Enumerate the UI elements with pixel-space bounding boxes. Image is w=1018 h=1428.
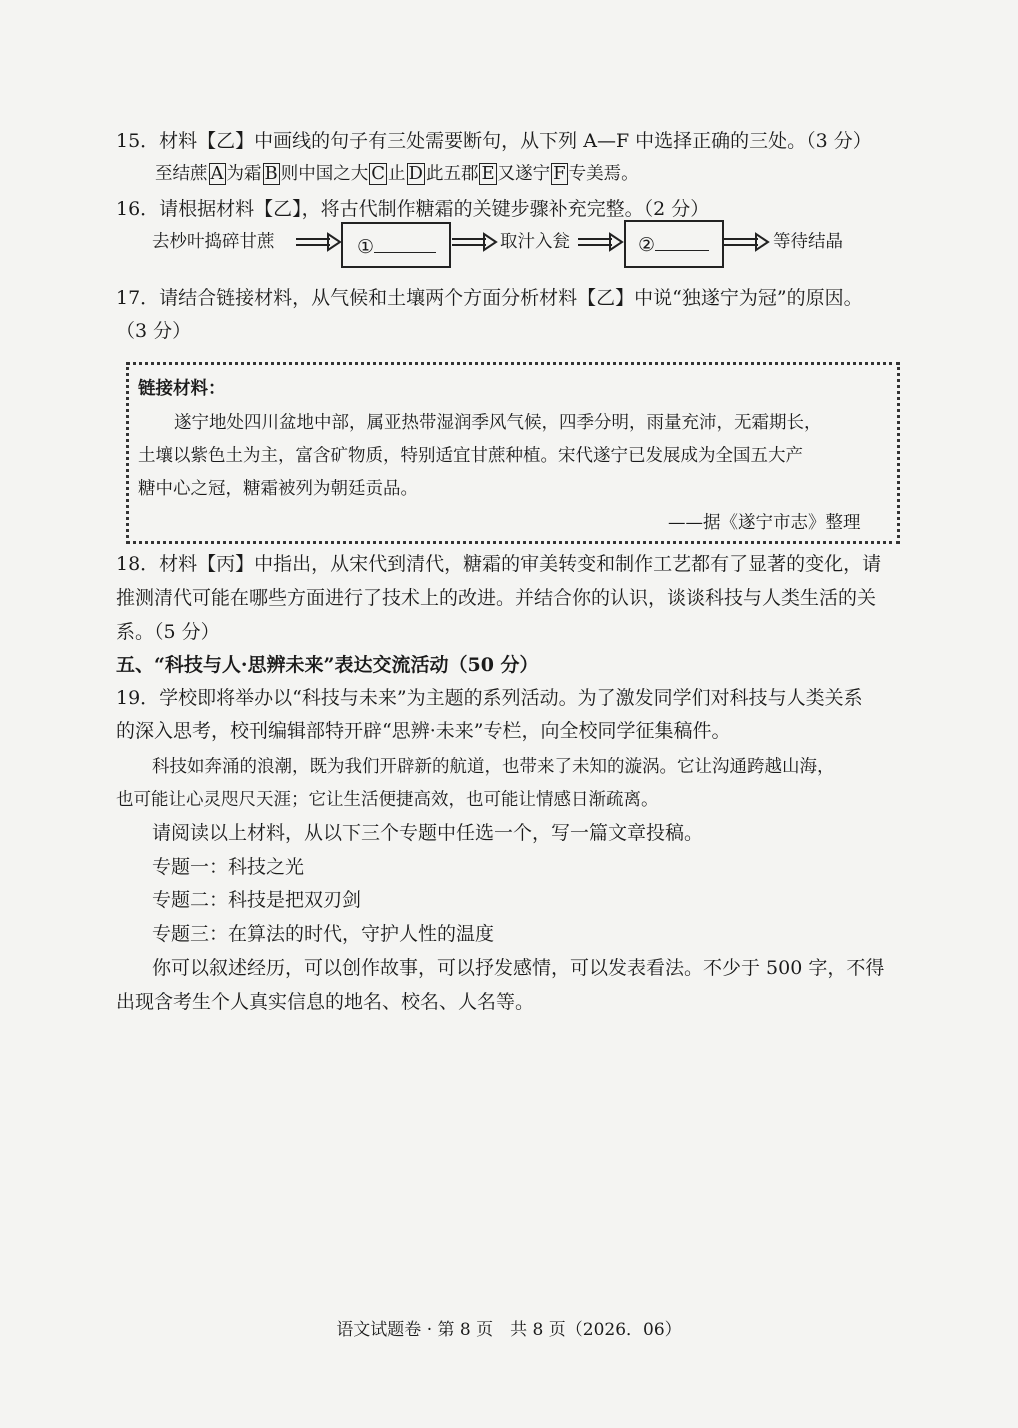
blank-2-underline <box>655 232 709 251</box>
link-material-p1: 遂宁地处四川盆地中部，属亚热带湿润季风气候，四季分明，雨量充沛，无霜期长， <box>174 413 822 433</box>
link-material-title: 链接材料： <box>138 379 226 399</box>
link-material-source: ——据《遂宁市志》整理 <box>668 513 861 533</box>
arrow-right-icon <box>578 232 624 252</box>
q19-line1: 19．学校即将举办以“科技与未来”为主题的系列活动。为了激发同学们对科技与人类关系 <box>116 687 863 709</box>
q15-label-a: A <box>210 163 224 184</box>
q17-line1: 17．请结合链接材料，从气候和土壤两个方面分析材料【乙】中说“独遂宁为冠”的原因。 <box>116 287 863 309</box>
flow-blank-2 <box>638 232 709 258</box>
q15-part: 止 <box>388 164 406 184</box>
q15-label-f: F <box>553 163 566 184</box>
flow-blank-box-2[interactable] <box>624 220 724 268</box>
q19-topic-1: 专题一：科技之光 <box>152 856 305 878</box>
q15-part: 此五郡 <box>425 164 479 184</box>
q19-quote1: 科技如奔涌的浪潮，既为我们开辟新的航道，也带来了未知的漩涡。它让沟通跨越山海， <box>152 757 835 777</box>
q18-line3: 系。（5 分） <box>116 621 220 643</box>
arrow-right-icon <box>296 232 342 252</box>
q17-line2: （3 分） <box>116 320 192 342</box>
q19-requirement-1: 你可以叙述经历，可以创作故事，可以抒发感情，可以发表看法。不少于 500 字，不得 <box>152 957 885 979</box>
arrow-right-icon <box>452 232 498 252</box>
q15-label-d: D <box>408 163 423 184</box>
link-material-p2: 土壤以紫色土为主，富含矿物质，特别适宜甘蔗种植。宋代遂宁已发展成为全国五大产 <box>138 446 803 466</box>
q15-part: 至结蔗 <box>155 164 208 184</box>
q15-part: 又遂宁 <box>497 164 551 184</box>
q15-label-c: C <box>371 163 386 184</box>
q16-step5: 等待结晶 <box>773 232 843 252</box>
q16-step3: 取汁入瓮 <box>500 232 570 252</box>
arrow-right-icon <box>724 232 770 252</box>
blank-1-label: ① <box>357 236 375 258</box>
q15-label-b: B <box>264 163 278 184</box>
blank-2-label: ② <box>638 234 656 256</box>
q15-sentence <box>155 161 639 187</box>
q15-part: 为霜 <box>226 164 262 184</box>
q19-quote2: 也可能让心灵咫尺天涯；它让生活便捷高效，也可能让情感日渐疏离。 <box>116 790 659 810</box>
q15-label-e: E <box>481 163 495 184</box>
q15-part: 专美焉。 <box>568 164 639 184</box>
flow-blank-1 <box>357 234 436 260</box>
flow-blank-box-1[interactable] <box>341 222 451 268</box>
q19-topic-2: 专题二：科技是把双刃剑 <box>152 889 362 911</box>
q18-line1: 18．材料【丙】中指出，从宋代到清代，糖霜的审美转变和制作工艺都有了显著的变化，请 <box>116 553 882 575</box>
q19-topic-3: 专题三：在算法的时代，守护人性的温度 <box>152 923 495 945</box>
q18-line2: 推测清代可能在哪些方面进行了技术上的改进。并结合你的认识，谈谈科技与人类生活的关 <box>116 587 877 609</box>
blank-1-underline <box>374 234 436 253</box>
q19-line2: 的深入思考，校刊编辑部特开辟“思辨·未来”专栏，向全校同学征集稿件。 <box>116 720 731 742</box>
q15-stem: 15．材料【乙】中画线的句子有三处需要断句，从下列 A—F 中选择正确的三处。（3 分） <box>116 130 872 152</box>
q19-requirement-2: 出现含考生个人真实信息的地名、校名、人名等。 <box>116 991 535 1013</box>
q16-step1: 去杪叶捣碎甘蔗 <box>152 232 275 252</box>
q16-stem: 16．请根据材料【乙】，将古代制作糖霜的关键步骤补充完整。（2 分） <box>116 198 710 220</box>
page-footer: 语文试题卷 · 第 8 页 共 8 页（2026．06） <box>336 1320 682 1340</box>
link-material-p3: 糖中心之冠，糖霜被列为朝廷贡品。 <box>138 479 418 499</box>
section-5-heading: 五、“科技与人·思辨未来”表达交流活动（50 分） <box>116 654 539 676</box>
q15-part: 则中国之大 <box>280 164 369 184</box>
q19-instruction: 请阅读以上材料，从以下三个专题中任选一个，写一篇文章投稿。 <box>152 822 704 844</box>
